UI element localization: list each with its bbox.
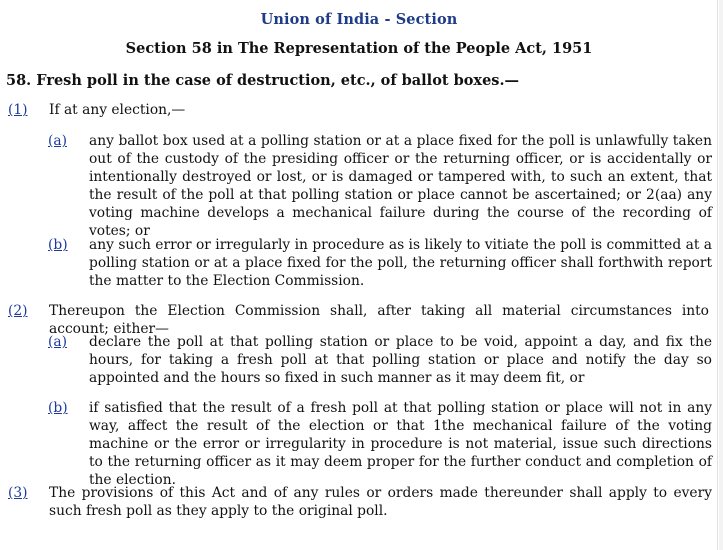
clause-2b-link[interactable]: (b)	[48, 400, 68, 416]
clause-2a-link[interactable]: (a)	[48, 334, 67, 350]
clause-1a-link[interactable]: (a)	[48, 133, 67, 149]
document-title: Section 58 in The Representation of the People Act, 1951	[125, 40, 593, 57]
scrollbar-track[interactable]	[719, 0, 723, 550]
clause-1a-text: any ballot box used at a polling station or at a place fixed for the poll is unlawfully taken out of the custody of the presiding officer or the returning officer, or is accidentally or intentionally destroyed or lost, or is damaged or tampered with, to such an extent, that the result of the poll at that polling station or place cannot be ascertained; or 2(aa) any voting machine develops a mechanical failure during the course of the recording of votes; or	[89, 133, 712, 239]
clause-1-text: If at any election,—	[49, 102, 186, 118]
clause-3-text: The provisions of this Act and of any rules or orders made thereunder shall apply to every such fresh poll as they apply to the original poll.	[49, 485, 712, 519]
clause-2a-text: declare the poll at that polling station or place to be void, appoint a day, and fix the hours, for taking a fresh poll at that polling station or place and notify the day so appointed and the hours so fixed in such manner as it may deem fit, or	[89, 334, 712, 386]
clause-2b-text: if satisfied that the result of a fresh poll at that polling station or place will not in any way, affect the result of the election or that 1the mechanical failure of the voting machine or the error or irregularity in procedure is not material, issue such directions to the returning officer as it may deem proper for the further conduct and completion of the election.	[89, 400, 712, 488]
clause-2-text: Thereupon the Election Commission shall, after taking all material circumstances into account; either—	[49, 303, 709, 337]
clause-1-link[interactable]: (1)	[8, 102, 28, 118]
clause-2-link[interactable]: (2)	[8, 303, 28, 319]
source-title: Union of India - Section	[260, 11, 458, 28]
clause-3-link[interactable]: (3)	[8, 485, 28, 501]
clause-1b-text: any such error or irregularly in procedure as is likely to vitiate the poll is committed at a polling station or at a place fixed for the poll, the returning officer shall forthwith report the matter to the Election Commission.	[89, 237, 712, 289]
section-heading: 58. Fresh poll in the case of destruction, etc., of ballot boxes.—	[6, 72, 520, 89]
clause-1b-link[interactable]: (b)	[48, 237, 68, 253]
